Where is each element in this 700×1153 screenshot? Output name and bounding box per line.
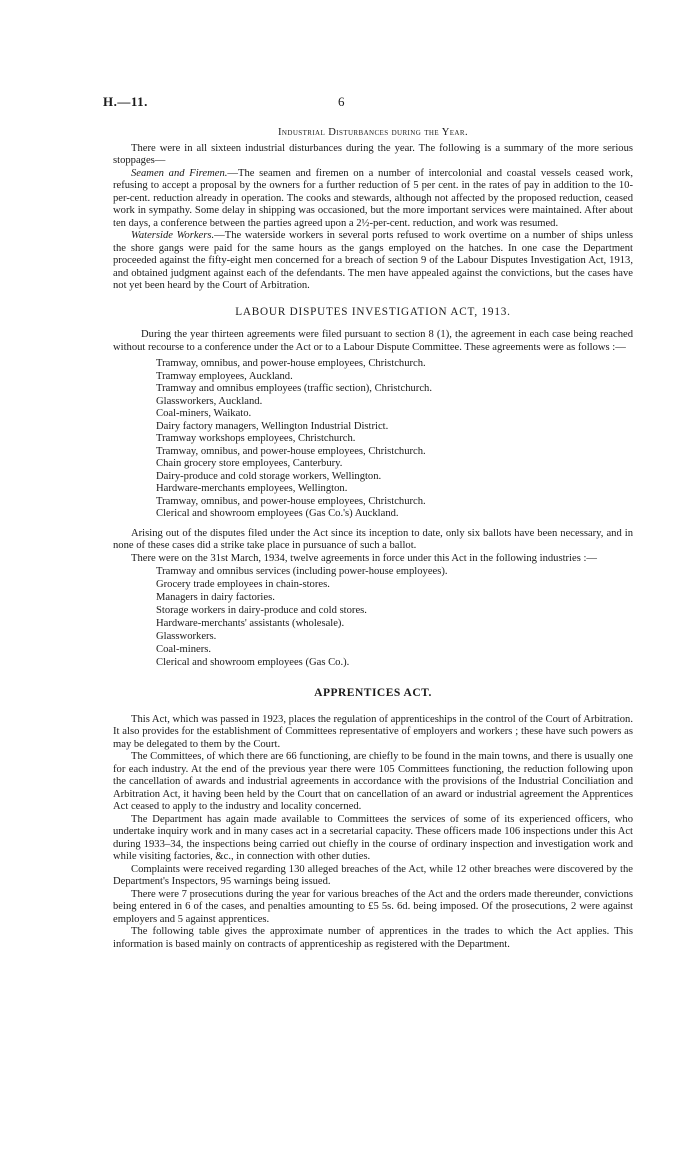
section-title-disturbances: Industrial Disturbances during the Year. [277, 127, 468, 138]
page-number: 6 [338, 94, 345, 109]
list-item: Glassworkers. [156, 631, 217, 642]
list-item: Tramway and omnibus employees (traffic section), Christchurch. [156, 383, 432, 394]
list-item: Hardware-merchants employees, Wellington. [156, 483, 348, 494]
apprentices-paragraph-3: The Department has again made available to Committees the services of some of its experienced officers, who undertake inquiry work and in many cases act in a secretarial capacity. These officers made 106 inspections under this Act during 1933–34, the inspections being carried out chiefly in the course of ordinary inspection and investigation work and while visiting factories, &c., in connection with other duties. [113, 813, 633, 862]
list-item: Tramway, omnibus, and power-house employees, Christchurch. [156, 495, 426, 507]
waterside-paragraph [113, 230, 633, 293]
waterside-lead: Waterside Workers. [131, 230, 215, 241]
page-body [113, 127, 633, 951]
list-item: Tramway, omnibus, and power-house employees, Christchurch. [156, 358, 426, 369]
list-item: Managers in dairy factories. [156, 592, 275, 603]
list-item: Clerical and showroom employees (Gas Co.). [156, 657, 350, 668]
apprentices-paragraph-5: There were 7 prosecutions during the year for various breaches of the Act and the orders made thereunder, convictions being entered in 6 of the cases, and penalties amounting to £5 5s. 6d. being imposed. Of the prosecutions, 2 were against employers and 5 against apprentices. [113, 888, 633, 925]
waterside-text: —The waterside workers in several ports refused to work overtime on a number of ships unless the shore gangs were paid for the same hours as the gangs employed on the hatches. In one case the Department proceeded against the fifty-eight men concerned for a breach of section 9 of the Labour Disputes Investigation Act, 1913, and obtained judgment against each of the defendants. The men have appealed against the convictions, but the cases have not yet been heard by the Court of Arbitration. [113, 230, 633, 291]
seamen-text: —The seamen and firemen on a number of intercolonial and coastal vessels ceased work, refusing to accept a proposal by the owners for a further reduction of 5 per cent. in the rates of pay in addition to the 10-per-cent. reduction already in operation. The cooks and stewards, although not affected by the proposed reduction, ceased work in sympathy. Some delay in shipping was occasioned, but the more important services were maintained. After about ten days, a conference between the parties agreed upon a 2½-per-cent. reduction, and work was resumed. [113, 167, 633, 229]
apprentices-paragraph-2: The Committees, of which there are 66 functioning, are chiefly to be found in the main towns, and there is usually one for each industry. At the end of the previous year there were 105 Committees functioning, the reduction following upon the cancellation of awards and industrial agreements in accordance with the provisions of the Industrial Conciliation and Arbitration Act, it having been held by the Court that on cancellation of an award or industrial agreement the Apprentices Act ceased to apply to the industry and locality concerned. [113, 751, 633, 812]
list-item: Coal-miners. [156, 644, 212, 655]
list-item: Tramway workshops employees, Christchurch. [156, 433, 356, 444]
industries-list [113, 565, 633, 669]
list-item: Chain grocery store employees, Canterbury. [156, 458, 343, 469]
list-item: Dairy-produce and cold storage workers, Wellington. [156, 470, 382, 482]
list-item: Tramway, omnibus, and power-house employees, Christchurch. [156, 445, 426, 457]
ldia-intro: During the year thirteen agreements were filed pursuant to section 8 (1), the agreement in each case being reached without recourse to a conference under the Act or to a Labour Dispute Committee. These agreements were as follows :— [113, 329, 633, 353]
list-item: Storage workers in dairy-produce and cold stores. [156, 605, 367, 616]
seamen-lead: Seamen and Firemen. [131, 167, 228, 179]
list-item: Coal-miners, Waikato. [156, 408, 252, 419]
list-item: Hardware-merchants' assistants (wholesale). [156, 618, 345, 629]
ballots-paragraph: Arising out of the disputes filed under the Act since its inception to date, only six ballots have been necessary, and in none of these cases did a strike take place in pursuance of such a ballot. [113, 527, 633, 551]
seamen-paragraph [113, 168, 633, 231]
list-item: Dairy factory managers, Wellington Industrial District. [156, 420, 389, 432]
in-force-paragraph: There were on the 31st March, 1934, twelve agreements in force under this Act in the following industries :— [131, 552, 598, 564]
list-item: Grocery trade employees in chain-stores. [156, 579, 330, 590]
disturbances-intro: There were in all sixteen industrial disturbances during the year. The following is a summary of the more serious stoppages— [113, 142, 633, 166]
section-title-ldia: LABOUR DISPUTES INVESTIGATION ACT, 1913. [235, 305, 511, 318]
agreements-list [113, 358, 633, 521]
list-item: Glassworkers, Auckland. [156, 395, 263, 407]
list-item: Tramway employees, Auckland. [156, 370, 293, 382]
apprentices-paragraph-4: Complaints were received regarding 130 alleged breaches of the Act, while 12 other breaches were discovered by the Department's Inspectors, 95 warnings being issued. [113, 863, 633, 887]
document-reference: H.—11. [103, 94, 148, 109]
apprentices-paragraph-1: This Act, which was passed in 1923, places the regulation of apprenticeships in the control of the Court of Arbitration. It also provides for the establishment of Committees representative of employers and workers ; these have such powers as may be delegated to them by the Court. [113, 713, 633, 750]
list-item: Clerical and showroom employees (Gas Co.'s) Auckland. [156, 508, 399, 519]
list-item: Tramway and omnibus services (including power-house employees). [156, 566, 448, 577]
section-title-apprentices: APPRENTICES ACT. [314, 687, 432, 699]
apprentices-paragraph-6: The following table gives the approximate number of apprentices in the trades to which the Act applies. This information is based mainly on contracts of apprenticeship as registered with the Department. [113, 926, 633, 950]
